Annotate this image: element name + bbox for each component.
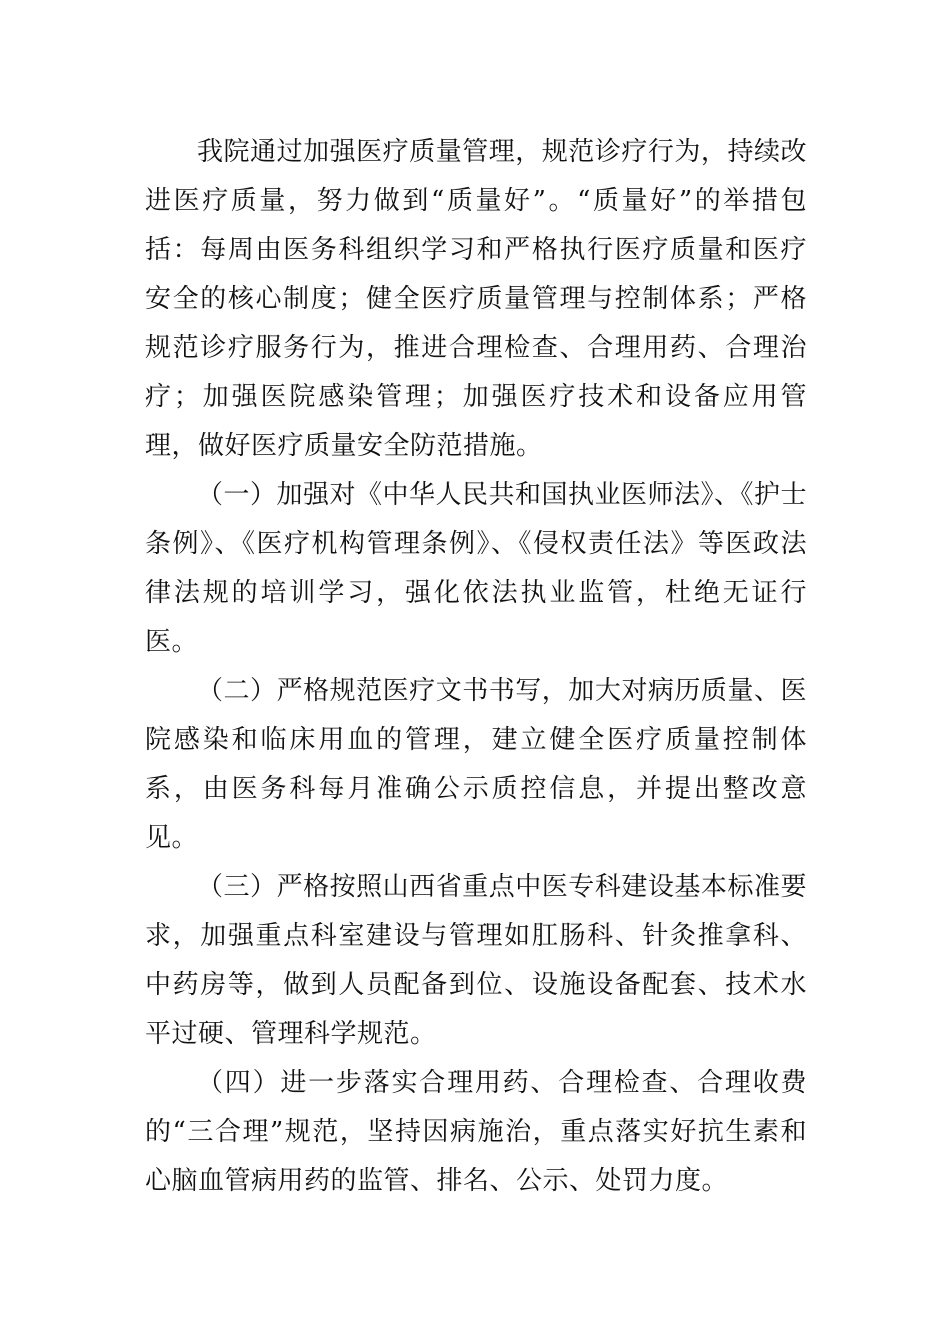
item-3-paragraph: （三）严格按照山西省重点中医专科建设基本标准要求，加强重点科室建设与管理如肛肠科、针灸推拿科、中药房等，做到人员配备到位、设施设备配套、技术水平过硬、管理科学规范。 — [145, 872, 807, 1049]
item-1-paragraph: （一）加强对《中华人民共和国执业医师法》、《护士条例》、《医疗机构管理条例》、《侵权责任法》等医政法律法规的培训学习，强化依法执业监管，杜绝无证行医。 — [145, 480, 808, 657]
intro-paragraph: 我院通过加强医疗质量管理，规范诊疗行为，持续改进医疗质量，努力做到“质量好”。“质量好”的举措包括：每周由医务科组织学习和严格执行医疗质量和医疗安全的核心制度；健全医疗质量管理与控制体系；严格规范诊疗服务行为，推进合理检查、合理用药、合理治疗；加强医院感染管理；加强医疗技术和设备应用管理，做好医疗质量安全防范措施。 — [145, 137, 807, 461]
document-body — [145, 128, 807, 1206]
item-2-paragraph: （二）严格规范医疗文书书写，加大对病历质量、医院感染和临床用血的管理，建立健全医疗质量控制体系，由医务科每月准确公示质控信息，并提出整改意见。 — [145, 676, 807, 853]
item-4-paragraph: （四）进一步落实合理用药、合理检查、合理收费的“三合理”规范，坚持因病施治，重点落实好抗生素和心脑血管病用药的监管、排名、公示、处罚力度。 — [145, 1068, 807, 1196]
